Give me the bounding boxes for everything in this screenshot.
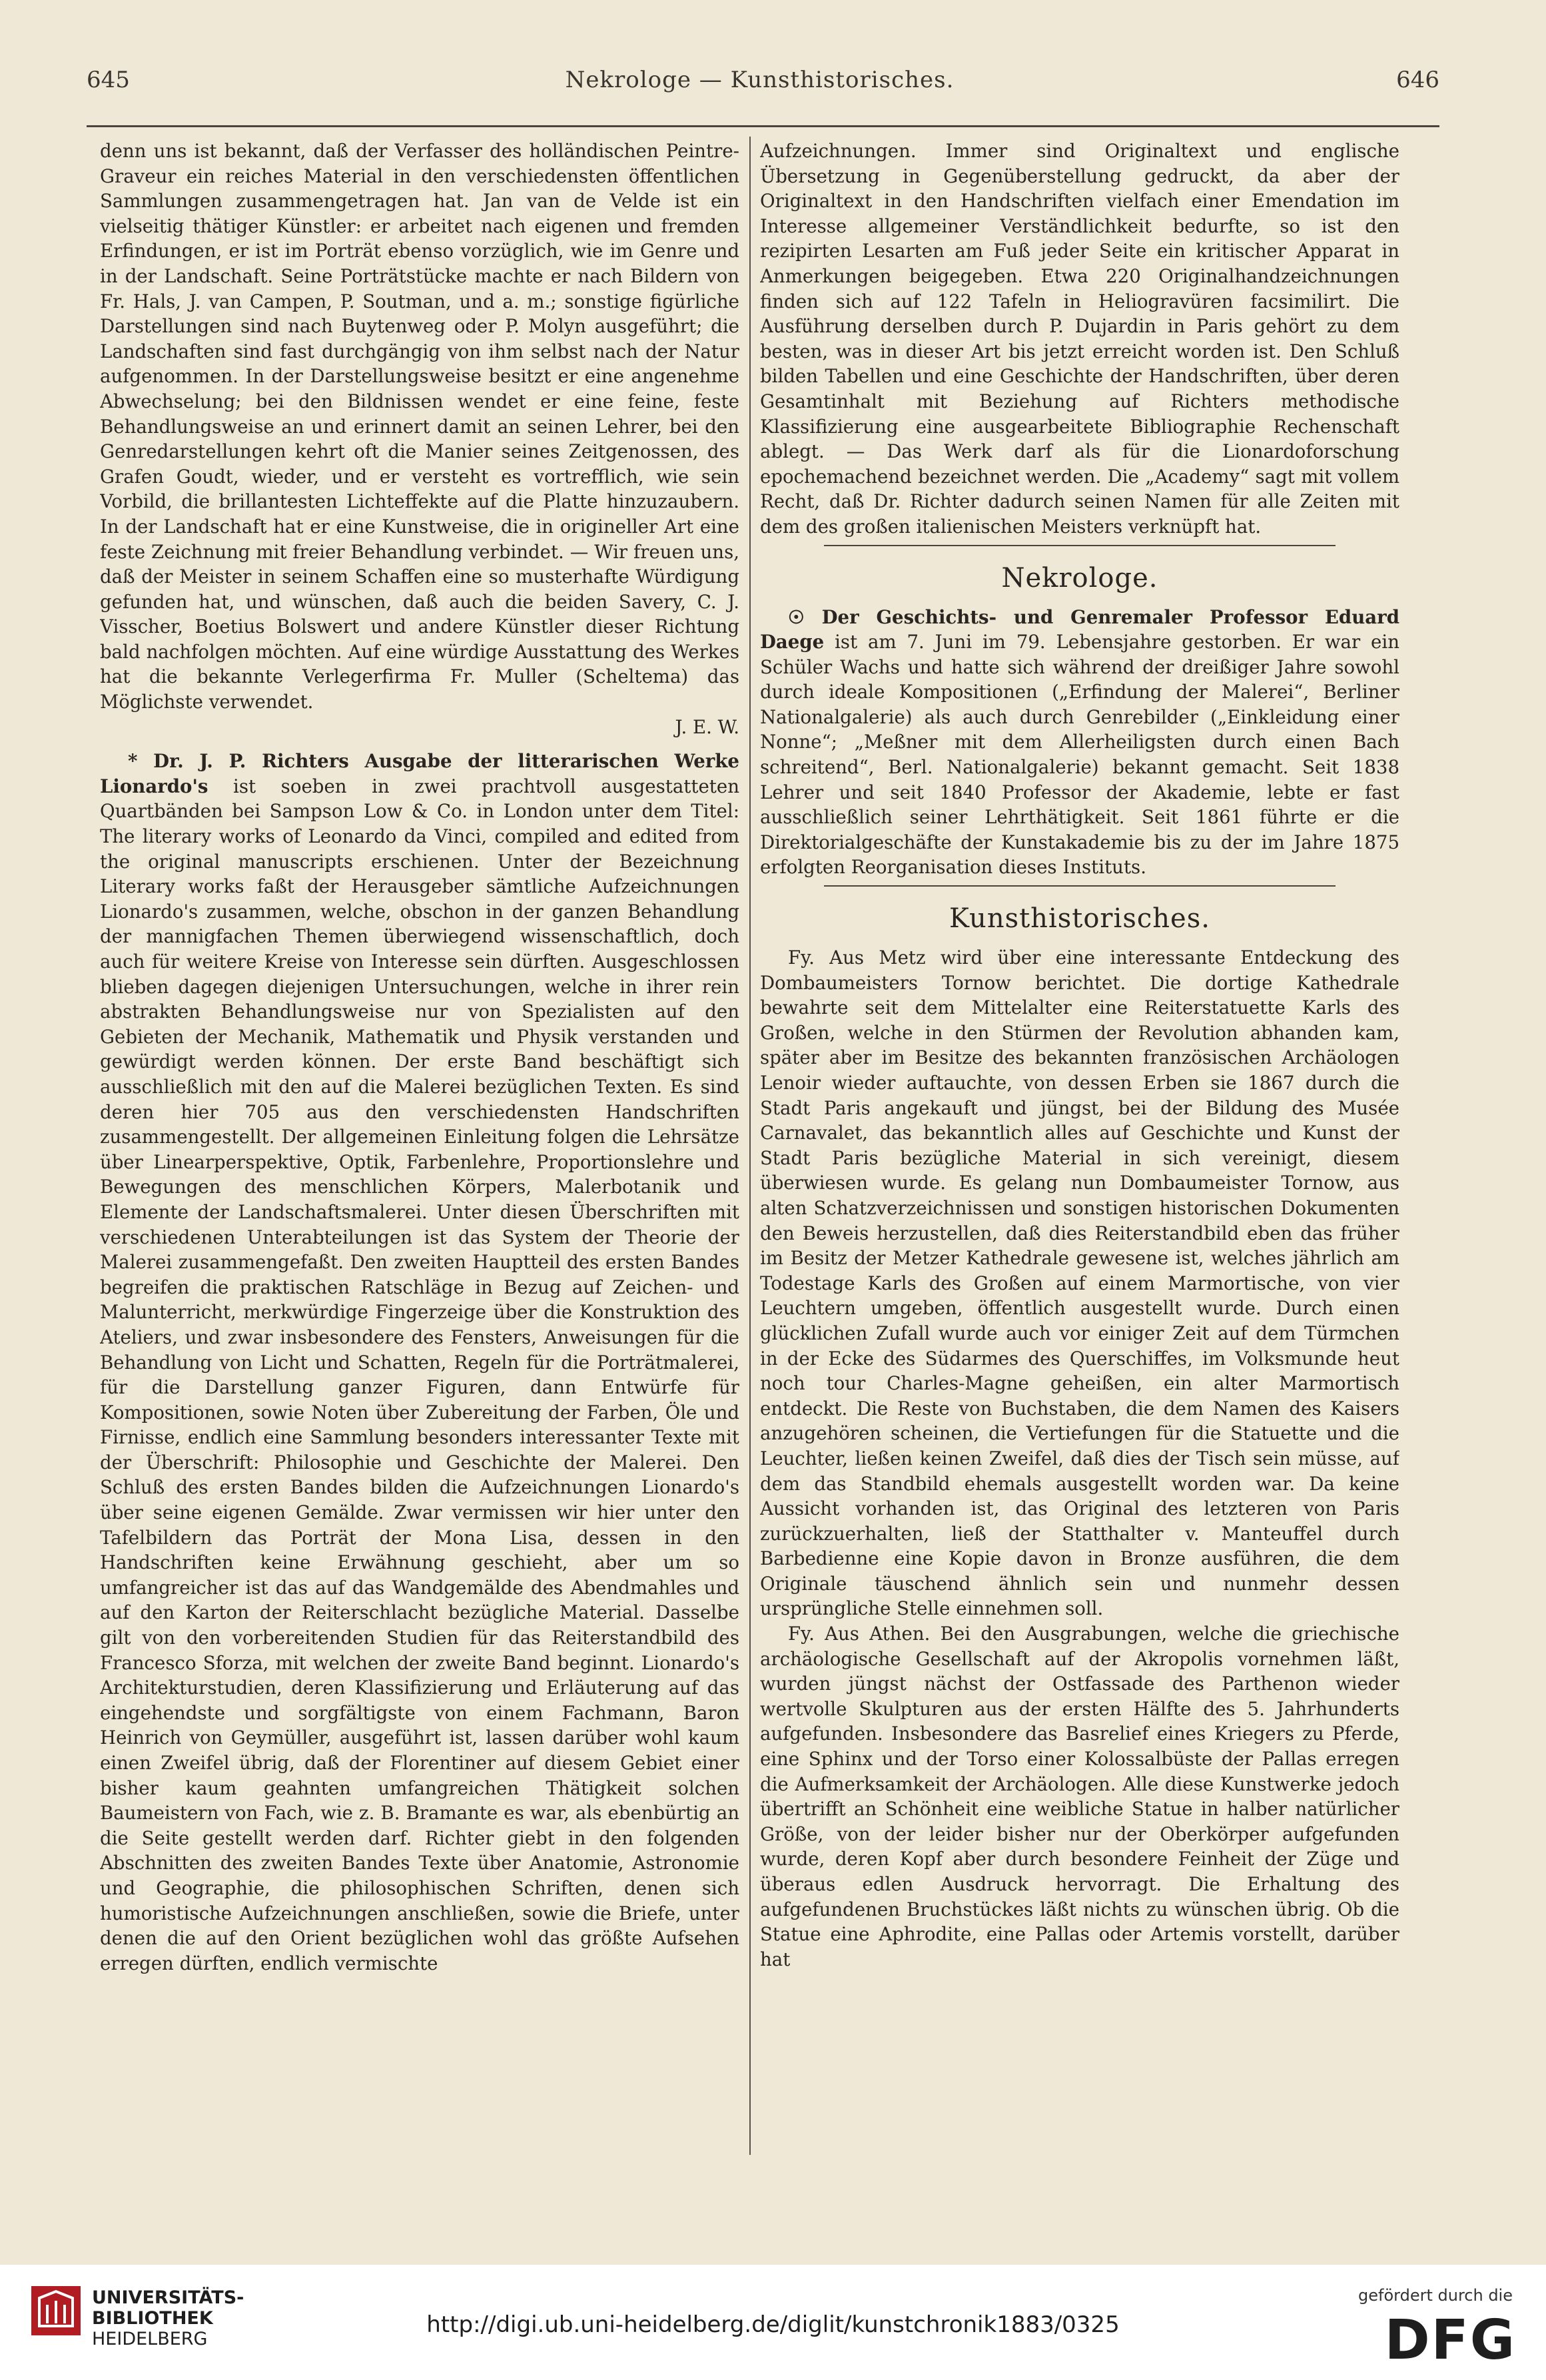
section-heading-kunsthistorisches: Kunsthistorisches. xyxy=(949,903,1210,935)
column-divider xyxy=(749,137,751,2155)
header-rule xyxy=(87,125,1439,127)
right-column xyxy=(760,139,1399,2157)
logo-line: BIBLIOTHEK xyxy=(92,2308,213,2329)
article-leonardo-lead: * Dr. J. P. Richters Ausgabe der litterarischen Werke Lionardo's xyxy=(100,750,739,797)
obituary-daege-text: ist am 7. Juni im 79. Lebensjahre gestorben. Er war ein Schüler Wachs und hatte sich während der dreißiger Jahre sowohl durch ideale Kompositionen („Erfindung der Malerei“, Berliner Nationalgalerie) als auch durch Genrebilder („Einkleidung einer Nonne“; „Meßner mit dem Allerheiligsten durch einen Bach schreitend“, Berl. Nationalgalerie) bekannt gemacht. Seit 1838 Lehrer und seit 1840 Professor der Akademie, lebte er fast ausschließlich seiner Lehrthätigkeit. Seit 1861 führte er die Direktorialgeschäfte der Kunstakademie bis zu der im Jahre 1875 erfolgten Reorganisation dieses Instituts. xyxy=(760,631,1399,879)
article-leonardo-text: ist soeben in zwei prachtvoll ausgestatteten Quartbänden bei Sampson Low & Co. in London unter dem Titel: The literary works of Leonardo da Vinci, compiled and edited from the original manuscripts erschienen. Unter der Bezeichnung Literary works faßt der Herausgeber sämtliche Aufzeichnungen Lionardo's zusammen, welche, obschon in der ganzen Behandlung der mannigfachen Themen überwiegend wissenschaftlich, doch auch für weitere Kreise von Interesse sein dürften. Ausgeschlossen blieben dagegen diejenigen Untersuchungen, welche in ihrer rein abstrakten Behandlungsweise nur von Spezialisten auf den Gebieten der Mechanik, Mathematik und Physik verstanden und gewürdigt werden können. Der erste Band beschäftigt sich ausschließlich mit den auf die Malerei bezüglichen Texten. Es sind deren hier 705 aus den verschiedensten Handschriften zusammengestellt. Der allgemeinen Einleitung folgen die Lehrsätze über Linearperspektive, Optik, Farbenlehre, Proportionslehre und Bewegungen des menschlichen Körpers, Malerbotanik und Elemente der Landschaftsmalerei. Unter diesen Überschriften mit verschiedenen Unterabteilungen ist das System der Theorie der Malerei zusammengefaßt. Den zweiten Hauptteil des ersten Bandes begreifen die praktischen Ratschläge in Bezug auf Zeichen- und Malunterricht, merkwürdige Fingerzeige über die Konstruktion des Ateliers, und zwar insbesondere des Fensters, Anweisungen für die Behandlung von Licht und Schatten, Regeln für die Porträtmalerei, für die Darstellung ganzer Figuren, dann Entwürfe für Kompositionen, sowie Noten über Zubereitung der Farben, Öle und Firnisse, endlich eine Sammlung besonders interessanter Texte mit der Überschrift: Philosophie und Geschichte der Malerei. Den Schluß des ersten Bandes bilden die Aufzeichnungen Lionardo's über seine eigenen Gemälde. Zwar vermissen wir hier unter den Tafelbildern das Porträt der Mona Lisa, dessen in den Handschriften keine Erwähnung geschieht, aber um so umfangreicher ist das auf das Wandgemälde des Abendmahles und auf den Karton der Reiterschlacht bezügliche Material. Dasselbe gilt von den vorbereitenden Studien für das Reiterstandbild des Francesco Sforza, mit welchen der zweite Band beginnt. Lionardo's Architekturstudien, deren Klassifizierung und Erläuterung auf das eingehendste und sorgfältigste von einem Fachmann, Baron Heinrich von Geymüller, ausgeführt ist, lassen darüber wohl kaum einen Zweifel übrig, daß der Florentiner auf diesem Gebiet einer bisher kaum geahnten umfangreichen Thätigkeit solchen Baumeistern von Fach, wie z. B. Bramante es war, als ebenbürtig an die Seite gestellt werden darf. Richter giebt in den folgenden Abschnitten des zweiten Bandes Texte über Anatomie, Astronomie und Geographie, die philosophischen Schriften, denen sich humoristische Aufzeichnungen anschließen, sowie die Briefe, unter denen die auf den Orient bezüglichen wohl das größte Aufsehen erregen dürften, endlich vermischte xyxy=(100,775,739,1974)
article-signature: J. E. W. xyxy=(675,715,739,738)
article-athen: Fy. Aus Athen. Bei den Ausgrabungen, welche die griechische archäologische Gesellschaft auf der Akropolis vornehmen läßt, wurden jüngst nächst der Ostfassade des Parthenon wieder wertvolle Skulpturen aus der ersten Hälfte des 5. Jahrhunderts aufgefunden. Insbesondere das Basrelief eines Kriegers zu Pferde, eine Sphinx und der Torso einer Kolossalbüste der Pallas erregen die Aufmerksamkeit der Archäologen. Alle diese Kunstwerke jedoch übertrifft an Schönheit eine weibliche Statue in halber natürlicher Größe, von der leider bisher nur der Oberkörper aufgefunden wurde, deren Kopf aber durch besondere Feinheit der Züge und überaus edlen Ausdruck hervorragt. Die Erhaltung des aufgefundenen Bruchstückes läßt nichts zu wünschen übrig. Ob die Statue eine Aphrodite, eine Pallas oder Artemis vorstellt, darüber hat xyxy=(760,1623,1399,1970)
logo-line: HEIDELBERG xyxy=(92,2329,208,2349)
source-url[interactable]: http://digi.ub.uni-heidelberg.de/diglit/kunstchronik1883/0325 xyxy=(426,2311,1120,2338)
article-leonardo-continued: Aufzeichnungen. Immer sind Originaltext und englische Übersetzung in Gegenüberstellung gedruckt, da aber der Originaltext in den Handschriften vielfach einer Emendation im Interesse allgemeiner Verständlichkeit bedurfte, so ist den rezipirten Lesarten am Fuß jeder Seite ein kritischer Apparat in Anmerkungen beigegeben. Etwa 220 Originalhandzeichnungen finden sich auf 122 Tafeln in Heliogravüren facsimilirt. Die Ausführung derselben durch P. Dujardin in Paris gehört zu dem besten, was in dieser Art bis jetzt erreicht worden ist. Den Schluß bilden Tabellen und eine Geschichte der Handschriften, über deren Gesamtinhalt mit Beziehung auf Richters methodische Klassifizierung eine ausgearbeitete Bibliographie Rechenschaft ablegt. — Das Werk darf als für die Lionardoforschung epochemachend bezeichnet werden. Die „Academy“ sagt mit vollem Recht, daß Dr. Richter dadurch seinen Namen für alle Zeiten mit dem des großen italienischen Meisters verknüpft hat. xyxy=(760,140,1399,538)
funded-by-caption: gefördert durch die xyxy=(1358,2286,1513,2305)
section-heading-nekrologe: Nekrologe. xyxy=(1001,562,1158,594)
section-rule xyxy=(824,545,1336,546)
page-number-right: 646 xyxy=(1396,67,1439,93)
article-vandevelde-text: denn uns ist bekannt, daß der Verfasser des holländischen Peintre-Graveur ein reiches Material in den verschiedensten öffentlichen Sammlungen zusammengetragen hat. Jan van de Velde ist ein vielseitig thätiger Künstler: er arbeitet nach eigenen und fremden Erfindungen, er ist im Porträt ebenso vorzüglich, wie im Genre und in der Landschaft. Seine Porträtstücke machte er nach Bildern von Fr. Hals, J. van Campen, P. Soutman, und a. m.; sonstige figürliche Darstellungen sind nach Buytenweg oder P. Molyn ausgeführt; die Landschaften sind fast durchgängig von ihm selbst nach der Natur aufgenommen. In der Darstellungsweise besitzt er eine angenehme Abwechselung; bei den Bildnissen wendet er eine feine, feste Behandlungsweise an und erinnert damit an seinen Lehrer, bei den Genredarstellungen kehrt oft die Manier seines Zeitgenossen, des Grafen Goudt, wieder, und er versteht es vortrefflich, wie sein Vorbild, die brillantesten Lichteffekte auf die Platte hinzuzaubern. In der Landschaft hat er eine Kunstweise, die in origineller Art eine feste Zeichnung mit freier Behandlung verbindet. — Wir freuen uns, daß der Meister in seinem Schaffen eine so musterhafte Würdigung gefunden hat, und wünschen, daß auch die beiden Savery, C. J. Visscher, Boetius Bolswert und andere Künstler dieser Richtung bald nachfolgen möchten. Auf eine würdige Ausstattung des Werkes hat die bekannte Verlegerfirma Fr. Muller (Scheltema) das Möglichste verwendet. xyxy=(100,140,739,713)
logo-line: UNIVERSITÄTS- xyxy=(92,2287,244,2308)
page-number-left: 645 xyxy=(87,67,130,93)
article-leonardo xyxy=(100,749,739,1976)
obituary-daege-lead: ☉ Der Geschichts- und Genremaler Professor Eduard Daege xyxy=(760,605,1399,653)
left-column xyxy=(100,139,739,2157)
running-title: Nekrologe — Kunsthistorisches. xyxy=(565,67,955,93)
section-rule xyxy=(824,885,1336,887)
running-header xyxy=(80,67,1439,107)
digitization-footer xyxy=(0,2265,1546,2380)
article-metz: Fy. Aus Metz wird über eine interessante Entdeckung des Dombaumeisters Tornow berichtet. Die dortige Kathedrale bewahrte seit dem Mittelalter eine Reiterstatuette Karls des Großen, welche in den Stürmen der Revolution abhanden kam, später aber im Besitze des bekannten französischen Archäologen Lenoir wieder auftauchte, von dessen Erben sie 1867 durch die Stadt Paris angekauft und jüngst, bei der Bildung des Musée Carnavalet, das bekanntlich alles auf Geschichte und Kunst der Stadt Paris bezügliche Material in sich vereinigt, diesem überwiesen wurde. Es gelang nun Dombaumeister Tornow, aus alten Schatzverzeichnissen und sonstigen historischen Dokumenten den Beweis herzustellen, daß dies Reiterstandbild eben das früher im Besitz der Metzer Kathedrale gewesene ist, welches jährlich am Todestage Karls des Großen auf einem Marmortische, von vier Leuchtern umgeben, öffentlich ausgestellt wurde. Durch einen glücklichen Zufall wurde auch vor einiger Zeit auf dem Türmchen in der Ecke des Südarmes des Querschiffes, im Volksmunde heut noch tour Charles-Magne geheißen, ein alter Marmortisch entdeckt. Die Reste von Buchstaben, die dem Namen des Kaisers anzugehören scheinen, die Vertiefungen für die Statuette und die Leuchter, ließen keinen Zweifel, daß dies der Tisch sein müsse, auf dem das Standbild ehemals ausgestellt worden war. Da keine Aussicht vorhanden ist, das Original des letzteren von Paris zurückzuerhalten, ließ der Statthalter v. Manteuffel durch Barbedienne eine Kopie davon in Bronze ausführen, die dem Originale täuschend ähnlich sein und nunmehr dessen ursprüngliche Stelle einnehmen soll. xyxy=(760,947,1399,1620)
obituary-daege xyxy=(760,605,1399,881)
dfg-logo: DFG xyxy=(1384,2309,1516,2372)
